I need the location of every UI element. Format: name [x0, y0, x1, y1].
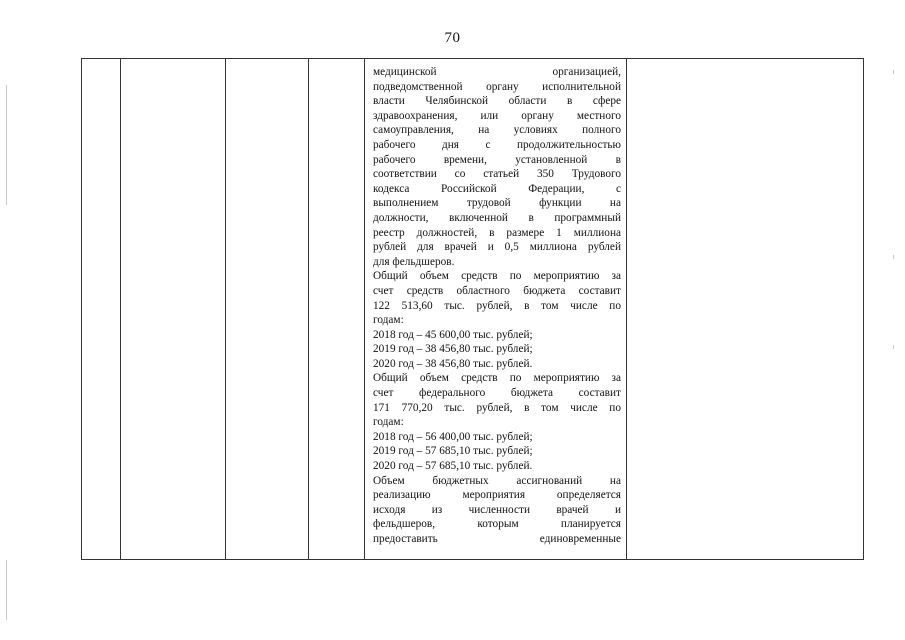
- text-line: 2019 год – 57 685,10 тыс. рублей;: [373, 445, 533, 458]
- table-cell-description: [365, 59, 627, 560]
- text-line: счет федерального бюджета составит: [373, 387, 621, 400]
- text-line: годам:: [373, 416, 404, 429]
- scan-edge-mark-left: [6, 85, 7, 205]
- text-line: подведомственной органу исполнительной: [373, 80, 621, 93]
- text-line: 171 770,20 тыс. рублей, в том числе по: [373, 401, 621, 414]
- text-line: реестр должностей, в размере 1 миллиона: [373, 226, 621, 239]
- text-line: 122 513,60 тыс. рублей, в том числе по: [373, 299, 621, 312]
- text-line: рабочего дня с продолжительностью: [373, 138, 621, 151]
- text-line: самоуправления, на условиях полного: [373, 124, 621, 137]
- text-line: 2020 год – 38 456,80 тыс. рублей.: [373, 357, 533, 370]
- text-line: 2020 год – 57 685,10 тыс. рублей.: [373, 460, 533, 473]
- text-line: медицинской организацией,: [373, 66, 621, 78]
- text-line: реализацию мероприятия определяется: [373, 489, 621, 502]
- text-line: 2019 год – 38 456,80 тыс. рублей;: [373, 343, 533, 356]
- scan-edge-mark-right: [893, 70, 894, 74]
- scan-edge-mark-right-3: [893, 345, 894, 349]
- table-cell-col2: [121, 59, 226, 560]
- program-table: [81, 58, 864, 560]
- text-line: для фельдшеров.: [373, 255, 455, 268]
- text-line: счет средств областного бюджета составит: [373, 284, 621, 297]
- page-number: 70: [444, 30, 461, 46]
- text-line: фельдшеров, которым планируется: [373, 518, 621, 531]
- description-text: [373, 65, 621, 547]
- text-line: власти Челябинской области в сфере: [373, 95, 621, 108]
- table-cell-col6: [627, 59, 864, 560]
- text-line: должности, включенной в программный: [373, 211, 621, 224]
- text-line: 2018 год – 56 400,00 тыс. рублей;: [373, 430, 533, 443]
- text-line: выполнением трудовой функции на: [373, 197, 621, 210]
- text-line: Общий объем средств по мероприятию за: [373, 270, 621, 283]
- text-line: соответствии со статьей 350 Трудового: [373, 168, 621, 181]
- text-line: годам:: [373, 314, 404, 327]
- text-line: Общий объем средств по мероприятию за: [373, 372, 621, 385]
- table-cell-col4: [309, 59, 365, 560]
- text-line: исходя из численности врачей и: [373, 503, 621, 516]
- scan-edge-mark-left-lower: [6, 560, 7, 620]
- text-line: кодекса Российской Федерации, с: [373, 182, 621, 195]
- text-line: рублей для врачей и 0,5 миллиона рублей: [373, 241, 621, 254]
- table-row: [82, 59, 864, 560]
- table-cell-col1: [82, 59, 121, 560]
- text-line: Объем бюджетных ассигнований на: [373, 474, 621, 487]
- scan-edge-mark-right-2: [893, 255, 894, 259]
- text-line: предоставить единовременные: [373, 533, 621, 545]
- text-line: 2018 год – 45 600,00 тыс. рублей;: [373, 328, 533, 341]
- text-line: здравоохранения, или органу местного: [373, 109, 621, 122]
- table-cell-col3: [226, 59, 309, 560]
- text-line: рабочего времени, установленной в: [373, 153, 621, 166]
